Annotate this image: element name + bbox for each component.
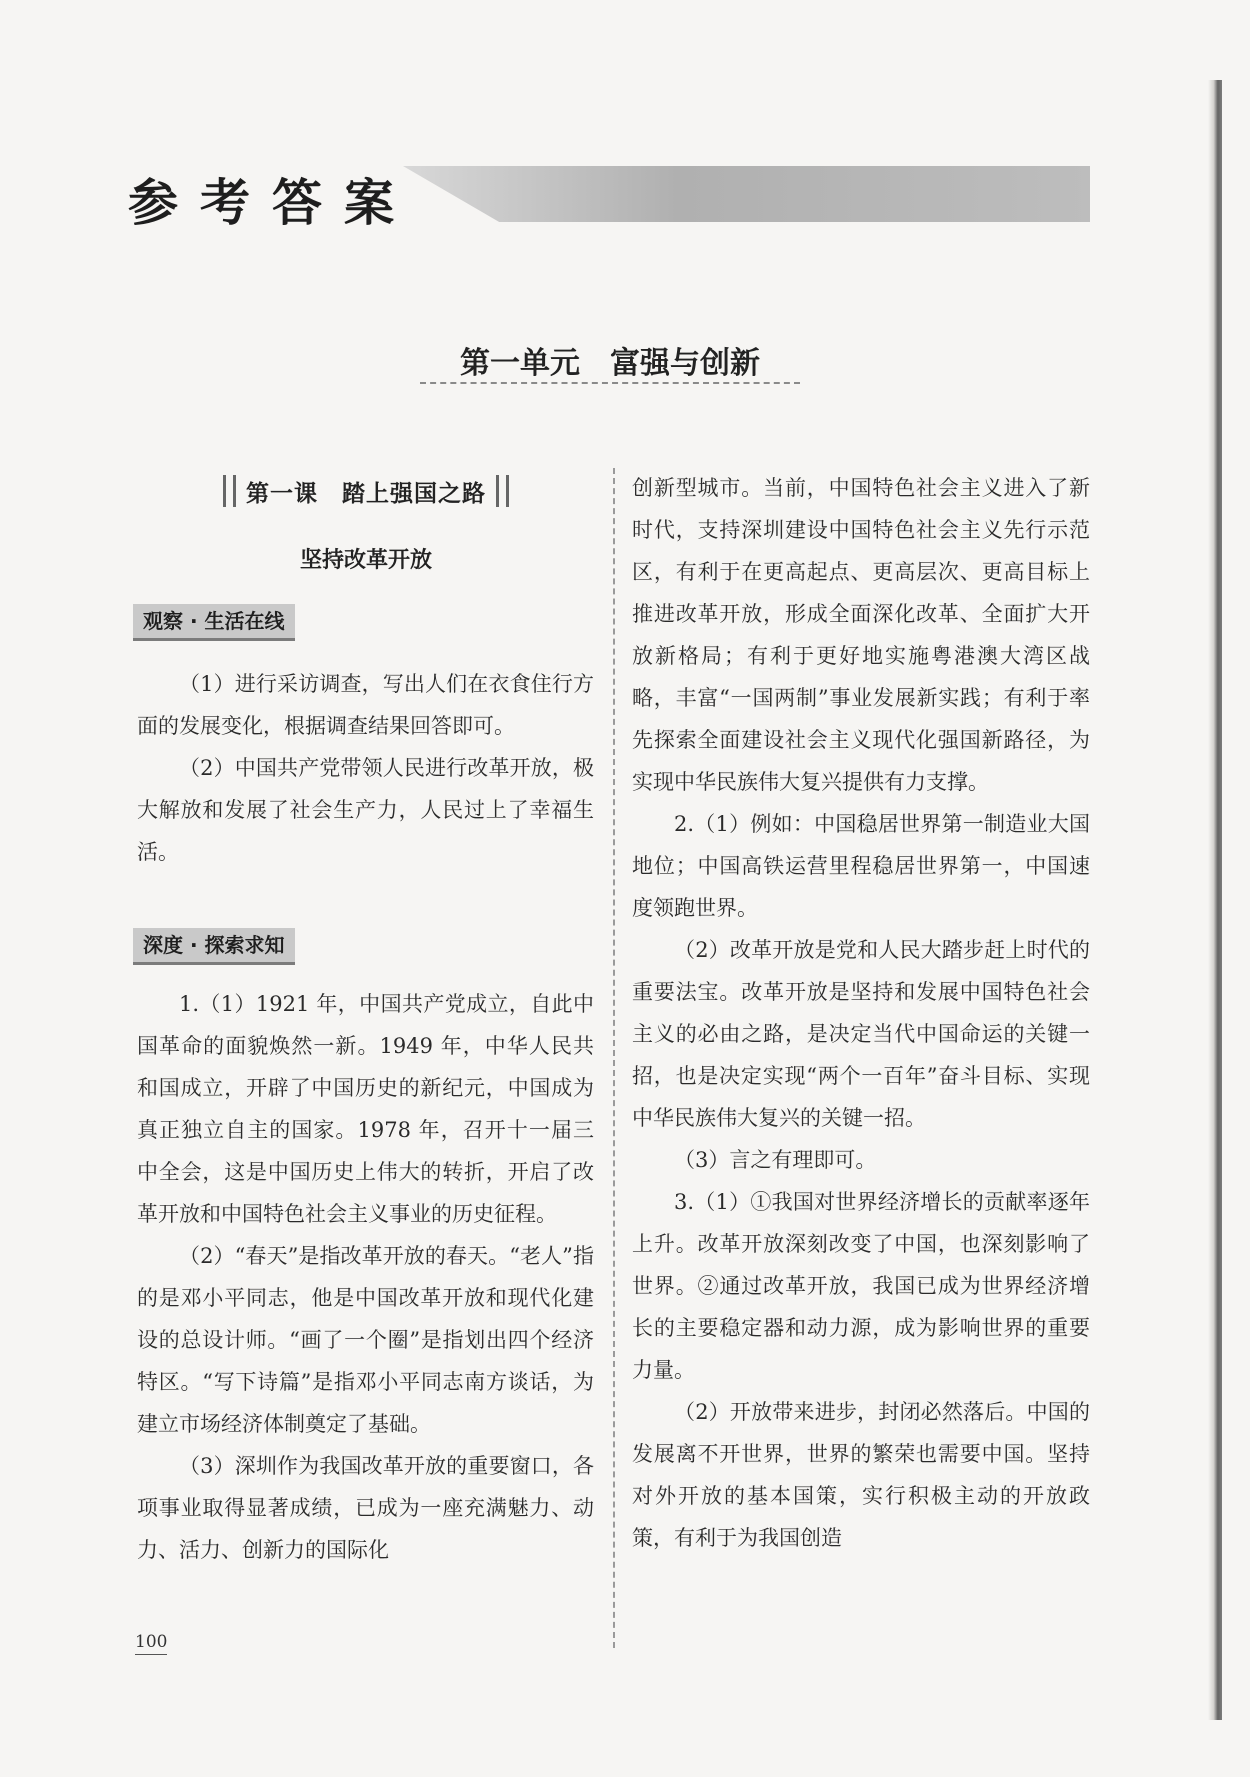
- unit-divider: [420, 382, 800, 384]
- bar-icon: [223, 475, 236, 507]
- left-column-explore: [137, 983, 594, 1571]
- column-divider: [613, 468, 615, 1648]
- header-banner: [128, 163, 1090, 243]
- bar-icon: [496, 475, 509, 507]
- answer-paragraph: 创新型城市。当前，中国特色社会主义进入了新时代，支持深圳建设中国特色社会主义先行示范区，有利于在更高起点、更高层次、更高目标上推进改革开放，形成全面深化改革、全面扩大开放新格局；有利于更好地实施粤港澳大湾区战略，丰富“一国两制”事业发展新实践；有利于率先探索全面建设社会主义现代化强国新路径，为实现中华民族伟大复兴提供有力支撑。: [632, 476, 1090, 794]
- left-column: [137, 663, 594, 873]
- answer-paragraph: （3）言之有理即可。: [674, 1148, 877, 1172]
- lesson-heading: [196, 474, 536, 508]
- answer-paragraph: （2）开放带来进步，封闭必然落后。中国的发展离不开世界，世界的繁荣也需要中国。坚持对外开放的基本国策，实行积极主动的开放政策，有利于为我国创造: [632, 1400, 1090, 1550]
- answer-paragraph: （2）改革开放是党和人民大踏步赶上时代的重要法宝。改革开放是坚持和发展中国特色社会主义的必由之路，是决定当代中国命运的关键一招，也是决定实现“两个一百年”奋斗目标、实现中华民族伟大复兴的关键一招。: [632, 938, 1090, 1130]
- answer-paragraph: （3）深圳作为我国改革开放的重要窗口，各项事业取得显著成绩，已成为一座充满魅力、动力、活力、创新力的国际化: [137, 1454, 594, 1562]
- right-column: [632, 467, 1090, 1559]
- lesson-title: 第一课 踏上强国之路: [246, 480, 486, 507]
- tag-explore: 深度 · 探索求知: [133, 928, 295, 965]
- answer-paragraph: （2）中国共产党带领人民进行改革开放，极大解放和发展了社会生产力，人民过上了幸福生活。: [137, 756, 594, 864]
- tag-observe: 观察 · 生活在线: [133, 604, 295, 641]
- scan-edge: [1208, 80, 1222, 1720]
- unit-title: 第一单元 富强与创新: [460, 346, 760, 381]
- answer-paragraph: 2.（1）例如：中国稳居世界第一制造业大国地位；中国高铁运营里程稳居世界第一，中国速度领跑世界。: [632, 812, 1090, 920]
- answer-paragraph: 1.（1）1921 年，中国共产党成立，自此中国革命的面貌焕然一新。1949 年，中华人民共和国成立，开辟了中国历史的新纪元，中国成为真正独立自主的国家。1978 年，召开十一届三中全会，这是中国历史上伟大的转折，开启了改革开放和中国特色社会主义事业的历史征程。: [137, 992, 594, 1226]
- answer-paragraph: 3.（1）①我国对世界经济增长的贡献率逐年上升。改革开放深刻改变了中国，也深刻影响了世界。②通过改革开放，我国已成为世界经济增长的主要稳定器和动力源，成为影响世界的重要力量。: [632, 1190, 1090, 1382]
- section-title: 坚持改革开放: [299, 547, 432, 573]
- page-title: 参考答案: [128, 174, 416, 232]
- answer-paragraph: （1）进行采访调查，写出人们在衣食住行方面的发展变化，根据调查结果回答即可。: [137, 672, 594, 738]
- banner-band: [403, 166, 1090, 222]
- page-number: 100: [135, 1632, 167, 1655]
- answer-paragraph: （2）“春天”是指改革开放的春天。“老人”指的是邓小平同志，他是中国改革开放和现代化建设的总设计师。“画了一个圈”是指划出四个经济特区。“写下诗篇”是指邓小平同志南方谈话，为建立市场经济体制奠定了基础。: [137, 1244, 594, 1436]
